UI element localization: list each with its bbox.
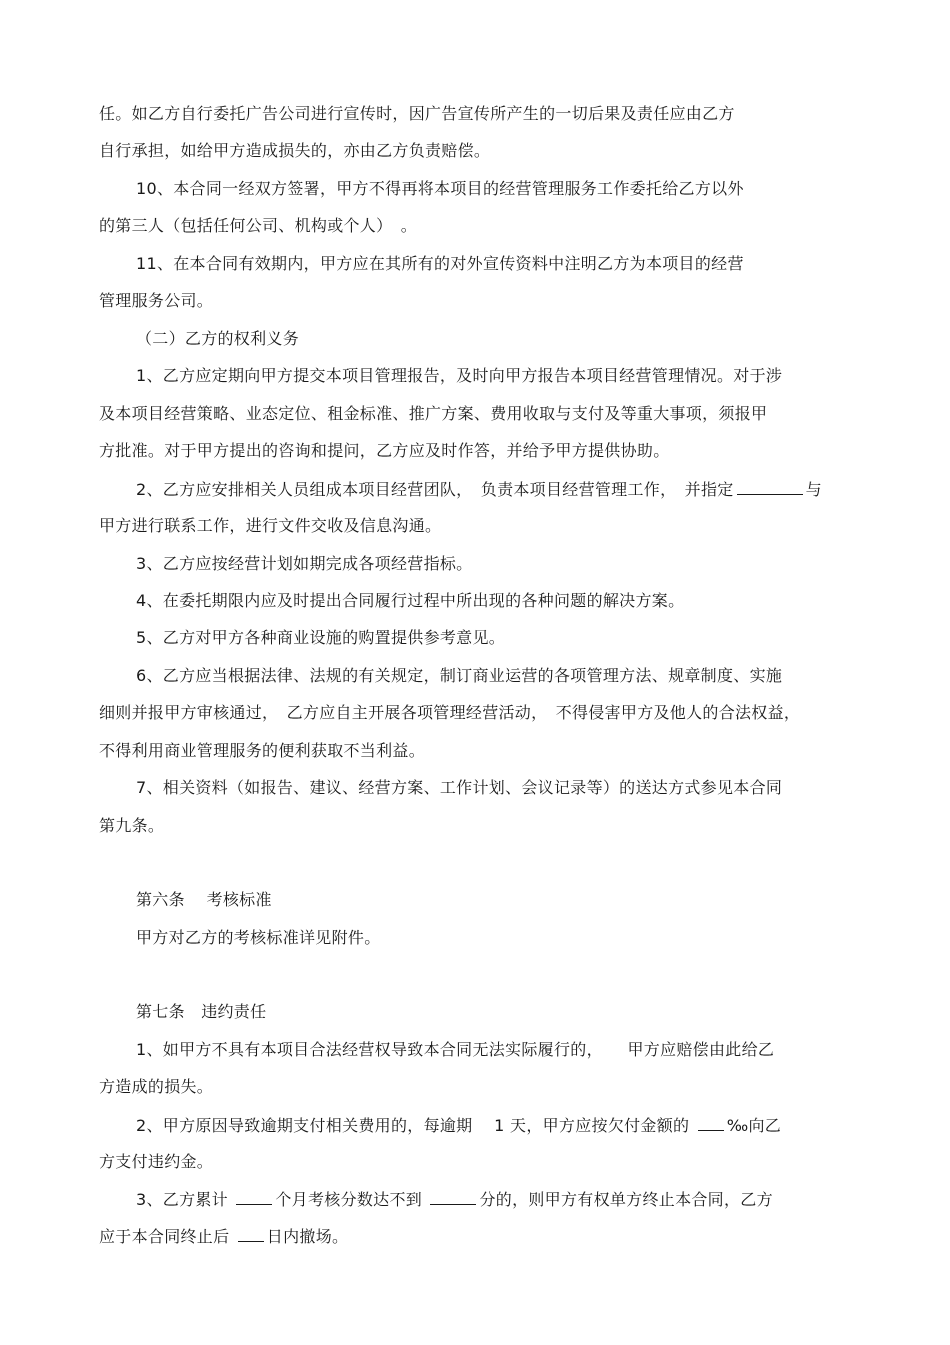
section-heading: （二）乙方的权利义务 — [136, 329, 300, 348]
duty-1-line: 方批准。对于甲方提出的咨询和提问，乙方应及时作答，并给予甲方提供协助。 — [99, 441, 670, 460]
duty-7-line: 第九条。 — [99, 816, 165, 835]
liability-1-line: 方造成的损失。 — [99, 1077, 214, 1096]
contact-person-blank[interactable] — [737, 478, 803, 495]
duty-6-line: 不得利用商业管理服务的便利获取不当利益。 — [99, 741, 426, 760]
article-6-heading: 第六条 考核标准 — [136, 890, 272, 909]
duty-2-text: 与 — [805, 480, 822, 499]
duty-2-text: 2、乙方应安排相关人员组成本项目经营团队， 负责本项目经营管理工作， 并指定 — [136, 480, 734, 499]
liability-3-text: 分的，则甲方有权单方终止本合同，乙方 — [479, 1190, 773, 1209]
clause-10-line: 的第三人（包括任何公司、机构或个人） 。 — [99, 216, 418, 235]
liability-3-text: 应于本合同终止后 — [99, 1227, 235, 1246]
duty-1-line: 及本项目经营策略、业态定位、租金标准、推广方案、费用收取与支付及等重大事项，须报甲 — [99, 404, 768, 423]
clause-11-line: 管理服务公司。 — [99, 291, 214, 310]
duty-7-line: 7、相关资料（如报告、建议、经营方案、工作计划、会议记录等）的送达方式参见本合同 — [136, 778, 783, 797]
liability-2-line — [136, 1114, 781, 1137]
duty-5-line: 5、乙方对甲方各种商业设施的购置提供参考意见。 — [136, 628, 506, 647]
liability-3-text: 日内撤场。 — [266, 1227, 349, 1246]
liability-2-line: 方支付违约金。 — [99, 1152, 214, 1171]
score-blank[interactable] — [430, 1188, 476, 1205]
liability-3-text: 个月考核分数达不到 — [275, 1190, 428, 1209]
clause-10-line: 10、本合同一经双方签署，甲方不得再将本项目的经营管理服务工作委托给乙方以外 — [136, 179, 744, 198]
liability-3-text: 3、乙方累计 — [136, 1190, 234, 1209]
paragraph-line: 自行承担，如给甲方造成损失的，亦由乙方负责赔偿。 — [99, 141, 491, 160]
duty-6-line: 细则并报甲方审核通过， 乙方应自主开展各项管理经营活动， 不得侵害甲方及他人的合法权益， — [99, 703, 801, 722]
article-6-body: 甲方对乙方的考核标准详见附件。 — [136, 928, 381, 947]
duty-6-line: 6、乙方应当根据法律、法规的有关规定，制订商业运营的各项管理方法、规章制度、实施 — [136, 666, 783, 685]
duty-3-line: 3、乙方应按经营计划如期完成各项经营指标。 — [136, 554, 473, 573]
paragraph-line: 任。如乙方自行委托广告公司进行宣传时，因广告宣传所产生的一切后果及责任应由乙方 — [99, 104, 735, 123]
clause-11-line: 11、在本合同有效期内，甲方应在其所有的对外宣传资料中注明乙方为本项目的经营 — [136, 254, 744, 273]
liability-3-line — [99, 1225, 348, 1248]
duty-1-line: 1、乙方应定期向甲方提交本项目管理报告，及时向甲方报告本项目经营管理情况。对于涉 — [136, 366, 783, 385]
liability-2-text: ‰向乙 — [726, 1116, 782, 1135]
duty-4-line: 4、在委托期限内应及时提出合同履行过程中所出现的各种问题的解决方案。 — [136, 591, 685, 610]
liability-2-text: 2、甲方原因导致逾期支付相关费用的，每逾期 1 天，甲方应按欠付金额的 — [136, 1116, 695, 1135]
duty-2-line — [136, 478, 822, 501]
days-blank[interactable] — [238, 1225, 264, 1242]
penalty-rate-blank[interactable] — [698, 1114, 724, 1131]
liability-3-line — [136, 1188, 773, 1211]
months-blank[interactable] — [236, 1188, 272, 1205]
article-7-heading: 第七条 违约责任 — [136, 1002, 267, 1021]
duty-2-line: 甲方进行联系工作，进行文件交收及信息沟通。 — [99, 516, 442, 535]
liability-1-line: 1、如甲方不具有本项目合法经营权导致本合同无法实际履行的， 甲方应赔偿由此给乙 — [136, 1040, 775, 1059]
